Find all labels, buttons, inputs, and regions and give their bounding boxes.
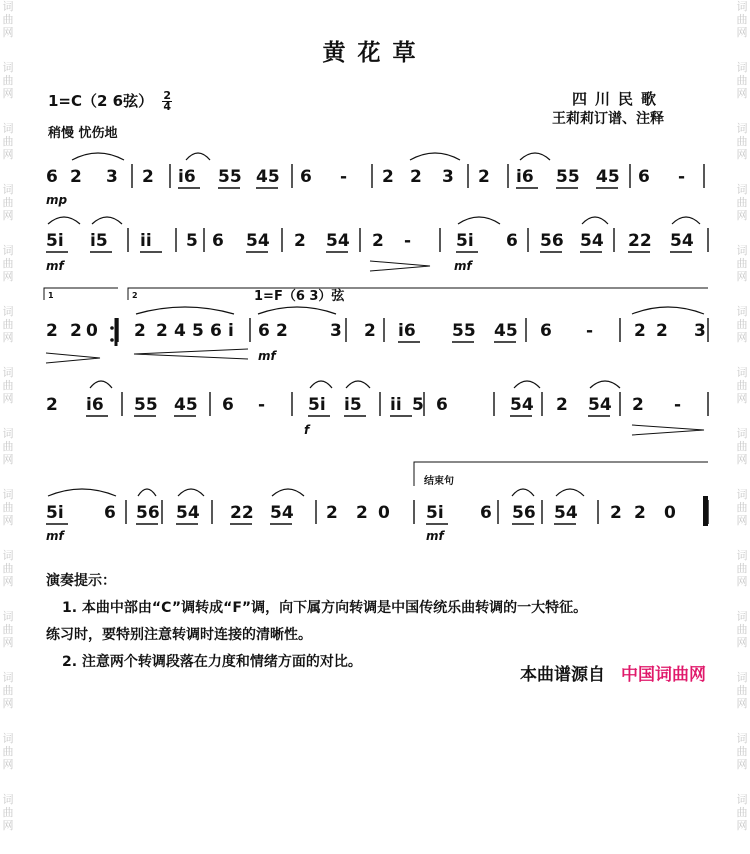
notes-heading: 演奏提示： (46, 573, 116, 589)
slur (310, 381, 332, 388)
note: 45 (174, 395, 198, 415)
slur (138, 489, 156, 496)
hairpin (46, 353, 100, 363)
slur (90, 381, 112, 388)
watermark-char: 曲 (2, 806, 14, 819)
note: 6 (436, 395, 448, 415)
note: 2 (142, 167, 154, 187)
dynamic-marking: mf (454, 259, 472, 273)
watermark-char: 词 (2, 488, 14, 501)
dynamic-marking: mf (258, 349, 276, 363)
volta-2-label: 2 (132, 291, 138, 300)
watermark-char: 网 (736, 392, 748, 405)
note-1-line-2: 练习时，要特别注意转调时连接的清晰性。 (46, 627, 312, 643)
note: 5i (426, 503, 444, 523)
note: 2 (70, 321, 82, 341)
slur (410, 153, 460, 160)
ending-bracket (414, 462, 708, 486)
note: 2 (46, 321, 58, 341)
watermark-char: 曲 (736, 684, 748, 697)
note: 2 (134, 321, 146, 341)
watermark-char: 网 (736, 87, 748, 100)
note: 2 (364, 321, 376, 341)
note: i6 (516, 167, 534, 187)
watermark-char: 词 (2, 610, 14, 623)
watermark-char: 词 (2, 549, 14, 562)
note: 4 (174, 321, 186, 341)
note: - (678, 167, 686, 187)
watermark-char: 词 (2, 122, 14, 135)
watermark-char: 词 (736, 732, 748, 745)
watermark-char: 网 (2, 331, 14, 344)
watermark-char: 词 (2, 793, 14, 806)
song-title: 黄花草 (322, 40, 428, 66)
note: - (404, 231, 412, 251)
watermark-char: 曲 (736, 257, 748, 270)
time-signature (162, 91, 172, 112)
source-site-link[interactable]: 中国词曲网 (621, 665, 706, 685)
note: 3 (442, 167, 454, 187)
watermark-char: 曲 (2, 684, 14, 697)
hairpin (370, 261, 430, 271)
slur (178, 489, 204, 496)
note: 5 (412, 395, 424, 415)
repeat-dot (110, 338, 114, 342)
source-label: 本曲谱源自 (520, 665, 605, 685)
watermark-char: 词 (736, 244, 748, 257)
note: 2 (634, 321, 646, 341)
note: i6 (398, 321, 416, 341)
watermark-char: 曲 (736, 135, 748, 148)
note: 6 (222, 395, 234, 415)
note: 55 (218, 167, 242, 187)
note: ii (140, 231, 152, 251)
note: 2 (156, 321, 168, 341)
note: 5 (192, 321, 204, 341)
note: 55 (556, 167, 580, 187)
note: i5 (344, 395, 362, 415)
slur (514, 381, 540, 388)
slur (346, 381, 370, 388)
watermark-char: 词 (2, 183, 14, 196)
watermark-char: 网 (736, 514, 748, 527)
slur (632, 307, 704, 314)
note: 56 (512, 503, 536, 523)
note: 6 (506, 231, 518, 251)
note: 54 (670, 231, 694, 251)
note: 6 (212, 231, 224, 251)
time-denominator: 4 (163, 100, 172, 113)
slur (258, 307, 336, 314)
watermark-char: 网 (2, 758, 14, 771)
note: 6 (300, 167, 312, 187)
note: ii (390, 395, 402, 415)
arranger-credit: 王莉莉订谱、注释 (552, 111, 664, 127)
watermark-char: 词 (2, 366, 14, 379)
note: 2 (610, 503, 622, 523)
slur (590, 381, 620, 388)
watermark-char: 网 (2, 636, 14, 649)
watermark-char: 网 (736, 575, 748, 588)
note: 6 (210, 321, 222, 341)
note: 54 (326, 231, 350, 251)
note: i6 (86, 395, 104, 415)
watermark-char: 词 (2, 244, 14, 257)
watermark-char: 词 (2, 61, 14, 74)
watermark-char: 曲 (2, 379, 14, 392)
slur (92, 217, 122, 224)
song-origin: 四川民歌 (572, 90, 665, 108)
note: 56 (136, 503, 160, 523)
watermark-char: 曲 (2, 501, 14, 514)
source-credit (520, 660, 706, 685)
slur (458, 217, 500, 224)
watermark-char: 网 (2, 392, 14, 405)
note: 6 (638, 167, 650, 187)
volta-bracket-2 (128, 288, 708, 300)
watermark-char: 曲 (736, 318, 748, 331)
watermark-char: 网 (2, 575, 14, 588)
note: 6 (46, 167, 58, 187)
note: 0 (86, 321, 98, 341)
note: 3 (330, 321, 342, 341)
note: 6 (104, 503, 116, 523)
key-signature (48, 90, 172, 112)
slur (582, 217, 608, 224)
note: 5i (456, 231, 474, 251)
modulation-mark: 1=F（6 3）弦 (254, 289, 345, 304)
note: 45 (256, 167, 280, 187)
volta-bracket-1 (44, 288, 118, 300)
watermark-char: 词 (736, 610, 748, 623)
watermark-char: 曲 (2, 13, 14, 26)
key-text: 1=C（2 6弦） (48, 92, 154, 110)
watermark-char: 曲 (2, 440, 14, 453)
note: 45 (494, 321, 518, 341)
watermark-char: 网 (736, 453, 748, 466)
watermark-char: 曲 (736, 745, 748, 758)
note: 0 (378, 503, 390, 523)
repeat-dot (110, 326, 114, 330)
time-numerator: 2 (163, 89, 172, 102)
watermark-char: 词 (736, 0, 748, 13)
hairpin (134, 349, 248, 359)
watermark-char: 网 (736, 270, 748, 283)
note: 54 (246, 231, 270, 251)
watermark-char: 词 (2, 0, 14, 13)
note: i5 (90, 231, 108, 251)
hairpin (632, 425, 704, 435)
watermark-char: 词 (736, 366, 748, 379)
watermark-char: 曲 (736, 806, 748, 819)
note: 54 (554, 503, 578, 523)
slur (672, 217, 700, 224)
note: 3 (694, 321, 706, 341)
watermark-char: 词 (736, 671, 748, 684)
watermark-char: 曲 (736, 13, 748, 26)
watermark-char: 曲 (2, 196, 14, 209)
volta-1-label: 1 (48, 291, 54, 300)
watermark-char: 网 (736, 636, 748, 649)
watermark-char: 曲 (2, 74, 14, 87)
note: 6 (540, 321, 552, 341)
slur (136, 307, 234, 314)
watermark-char: 曲 (736, 74, 748, 87)
watermark-char: 词 (736, 122, 748, 135)
note: - (258, 395, 266, 415)
note: 2 (276, 321, 288, 341)
note: 2 (656, 321, 668, 341)
watermark-char: 网 (736, 26, 748, 39)
note: 2 (46, 395, 58, 415)
watermark-char: 网 (2, 697, 14, 710)
watermark-char: 曲 (2, 623, 14, 636)
slur (556, 489, 584, 496)
watermark-char: 网 (736, 697, 748, 710)
watermark-char: 网 (2, 148, 14, 161)
dynamic-marking: mp (46, 193, 68, 207)
note: 3 (106, 167, 118, 187)
note: 55 (452, 321, 476, 341)
watermark-char: 网 (736, 819, 748, 832)
watermark-char: 曲 (2, 318, 14, 331)
slur (48, 217, 80, 224)
watermark-char: 曲 (736, 440, 748, 453)
note: 22 (628, 231, 652, 251)
dynamic-marking: mf (46, 259, 64, 273)
note: 2 (70, 167, 82, 187)
tempo-expression: 稍慢 忧伤地 (48, 126, 118, 141)
slur (512, 489, 534, 496)
watermark-char: 词 (736, 305, 748, 318)
watermark-char: 词 (736, 488, 748, 501)
note: - (340, 167, 348, 187)
watermark-char: 网 (736, 758, 748, 771)
note: 54 (270, 503, 294, 523)
watermark-char: 词 (736, 61, 748, 74)
watermark-char: 网 (2, 209, 14, 222)
watermark-char: 曲 (736, 623, 748, 636)
watermark-char: 曲 (2, 257, 14, 270)
watermark-char: 曲 (2, 745, 14, 758)
ending-label: 结束句 (424, 476, 454, 487)
watermark-char: 网 (2, 514, 14, 527)
dynamic-marking: mf (46, 529, 64, 543)
note: 5 (186, 231, 198, 251)
note: 5i (308, 395, 326, 415)
watermark-char: 网 (736, 331, 748, 344)
note: 2 (372, 231, 384, 251)
note: i (228, 321, 234, 341)
watermark-char: 词 (736, 183, 748, 196)
watermark-char: 词 (736, 549, 748, 562)
jianpu-score (0, 140, 750, 560)
watermark-char: 词 (736, 427, 748, 440)
slur (520, 153, 550, 160)
note: 54 (176, 503, 200, 523)
note: - (674, 395, 682, 415)
watermark-char: 词 (2, 427, 14, 440)
watermark-char: 词 (2, 305, 14, 318)
dynamic-marking: mf (426, 529, 444, 543)
watermark-char: 曲 (2, 135, 14, 148)
dynamic-marking: f (304, 423, 310, 437)
watermark-char: 曲 (736, 379, 748, 392)
note: 56 (540, 231, 564, 251)
slur (72, 153, 124, 160)
note: 54 (580, 231, 604, 251)
note: 22 (230, 503, 254, 523)
watermark-char: 曲 (736, 196, 748, 209)
note: - (586, 321, 594, 341)
note: 2 (632, 395, 644, 415)
note: 2 (294, 231, 306, 251)
watermark-char: 网 (2, 819, 14, 832)
note: 2 (382, 167, 394, 187)
watermark-char: 词 (2, 732, 14, 745)
slur (48, 489, 116, 496)
final-barline (703, 496, 708, 526)
note: 6 (480, 503, 492, 523)
note: 54 (510, 395, 534, 415)
watermark-char: 曲 (2, 562, 14, 575)
slur (272, 489, 304, 496)
watermark-char: 网 (2, 26, 14, 39)
note-1-line-1: 1. 本曲中部由“C”调转成“F”调，向下属方向转调是中国传统乐曲转调的一大特征。 (62, 600, 588, 616)
note: 2 (410, 167, 422, 187)
note: 2 (478, 167, 490, 187)
watermark-char: 网 (736, 209, 748, 222)
note: 5i (46, 503, 64, 523)
note: 0 (664, 503, 676, 523)
note: 2 (326, 503, 338, 523)
note: 2 (634, 503, 646, 523)
watermark-char: 网 (2, 453, 14, 466)
note: 54 (588, 395, 612, 415)
note: 6 (258, 321, 270, 341)
watermark-char: 词 (2, 671, 14, 684)
note: 55 (134, 395, 158, 415)
slur (186, 153, 210, 160)
watermark-char: 网 (736, 148, 748, 161)
note: 45 (596, 167, 620, 187)
note: 2 (356, 503, 368, 523)
note-2: 2. 注意两个转调段落在力度和情绪方面的对比。 (62, 654, 362, 670)
note: 2 (556, 395, 568, 415)
watermark-char: 词 (736, 793, 748, 806)
watermark-char: 曲 (736, 501, 748, 514)
watermark-char: 曲 (736, 562, 748, 575)
note: 5i (46, 231, 64, 251)
note: i6 (178, 167, 196, 187)
watermark-char: 网 (2, 270, 14, 283)
watermark-char: 网 (2, 87, 14, 100)
